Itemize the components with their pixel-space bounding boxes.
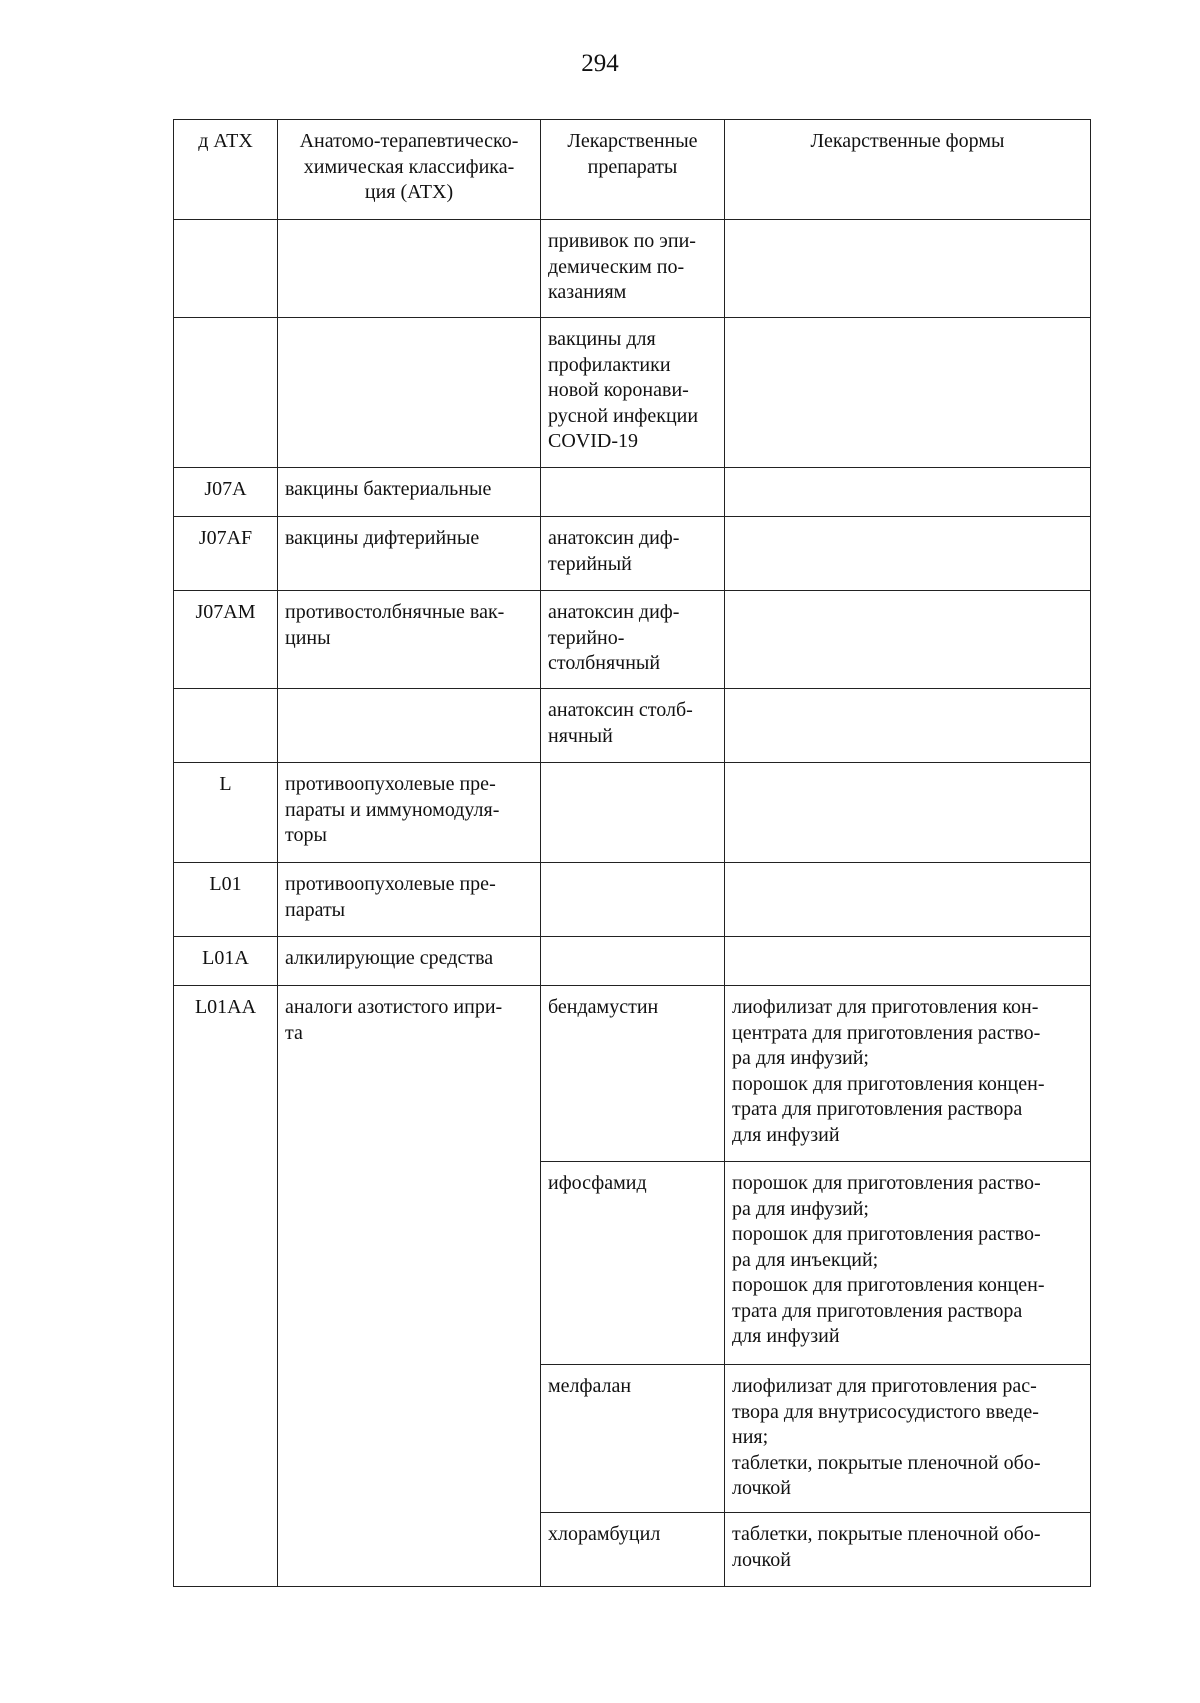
drug-cell: хлорамбуцил — [541, 1513, 725, 1587]
classification-cell: алкилирующие средства — [278, 937, 541, 986]
drug-cell — [541, 937, 725, 986]
dosage-forms-cell: лиофилизат для приготовления рас- твора для внутрисосудистого введе- ния; таблетки, покрытые пленочной обо- лочкой — [725, 1365, 1091, 1513]
table-row — [174, 863, 1091, 937]
atx-code-cell: J07AF — [174, 517, 278, 591]
table-row — [174, 689, 1091, 763]
dosage-forms-cell: таблетки, покрытые пленочной обо- лочкой — [725, 1513, 1091, 1587]
classification-cell — [278, 689, 541, 763]
table-row — [174, 468, 1091, 517]
header-drugs: Лекарственные препараты — [541, 120, 725, 220]
table-row — [174, 763, 1091, 863]
drug-cell: вакцины для профилактики новой коронави- русной инфекции COVID-19 — [541, 318, 725, 468]
drug-cell: анатоксин диф- терийно- столбнячный — [541, 591, 725, 689]
dosage-forms-cell — [725, 517, 1091, 591]
drug-cell — [541, 468, 725, 517]
dosage-forms-cell: лиофилизат для приготовления кон- центрата для приготовления раство- ра для инфузий; порошок для приготовления концен- трата для приготовления раствора для инфузий — [725, 986, 1091, 1162]
table-row — [174, 517, 1091, 591]
table-row — [174, 318, 1091, 468]
classification-cell: противоопухолевые пре- параты и иммуномодуля- торы — [278, 763, 541, 863]
atx-code-cell: J07AM — [174, 591, 278, 689]
atx-code-cell: L01AA — [174, 986, 278, 1587]
drug-cell: мелфалан — [541, 1365, 725, 1513]
table-header-row — [174, 120, 1091, 220]
classification-cell: вакцины дифтерийные — [278, 517, 541, 591]
classification-cell: аналоги азотистого ипри- та — [278, 986, 541, 1587]
atx-code-cell: L01A — [174, 937, 278, 986]
classification-cell: противоопухолевые пре- параты — [278, 863, 541, 937]
dosage-forms-cell — [725, 937, 1091, 986]
classification-cell: противостолбнячные вак- цины — [278, 591, 541, 689]
atx-code-cell: L — [174, 763, 278, 863]
drug-cell: бендамустин — [541, 986, 725, 1162]
dosage-forms-cell — [725, 591, 1091, 689]
table-row — [174, 591, 1091, 689]
classification-cell — [278, 318, 541, 468]
drug-cell: анатоксин диф- терийный — [541, 517, 725, 591]
atx-code-cell — [174, 318, 278, 468]
dosage-forms-cell — [725, 763, 1091, 863]
dosage-forms-cell — [725, 468, 1091, 517]
dosage-forms-cell — [725, 863, 1091, 937]
atx-code-cell — [174, 689, 278, 763]
table-row — [174, 937, 1091, 986]
atx-code-cell: L01 — [174, 863, 278, 937]
header-atx-code: д АТХ — [174, 120, 278, 220]
drug-cell: прививок по эпи- демическим по- казаниям — [541, 220, 725, 318]
header-dosage-forms: Лекарственные формы — [725, 120, 1091, 220]
dosage-forms-cell: порошок для приготовления раство- ра для инфузий; порошок для приготовления раство- ра для инъекций; порошок для приготовления концен- трата для приготовления раствора для инфузий — [725, 1162, 1091, 1365]
header-classification: Анатомо-терапевтическо- химическая классифика- ция (АТХ) — [278, 120, 541, 220]
atx-code-cell: J07A — [174, 468, 278, 517]
atx-drug-table — [173, 119, 1091, 1587]
drug-cell — [541, 863, 725, 937]
dosage-forms-cell — [725, 220, 1091, 318]
drug-cell — [541, 763, 725, 863]
atx-code-cell — [174, 220, 278, 318]
table-row — [174, 986, 1091, 1162]
drug-cell: ифосфамид — [541, 1162, 725, 1365]
dosage-forms-cell — [725, 689, 1091, 763]
drug-cell: анатоксин столб- нячный — [541, 689, 725, 763]
page-number: 294 — [581, 50, 619, 77]
dosage-forms-cell — [725, 318, 1091, 468]
classification-cell: вакцины бактериальные — [278, 468, 541, 517]
classification-cell — [278, 220, 541, 318]
table-row — [174, 220, 1091, 318]
